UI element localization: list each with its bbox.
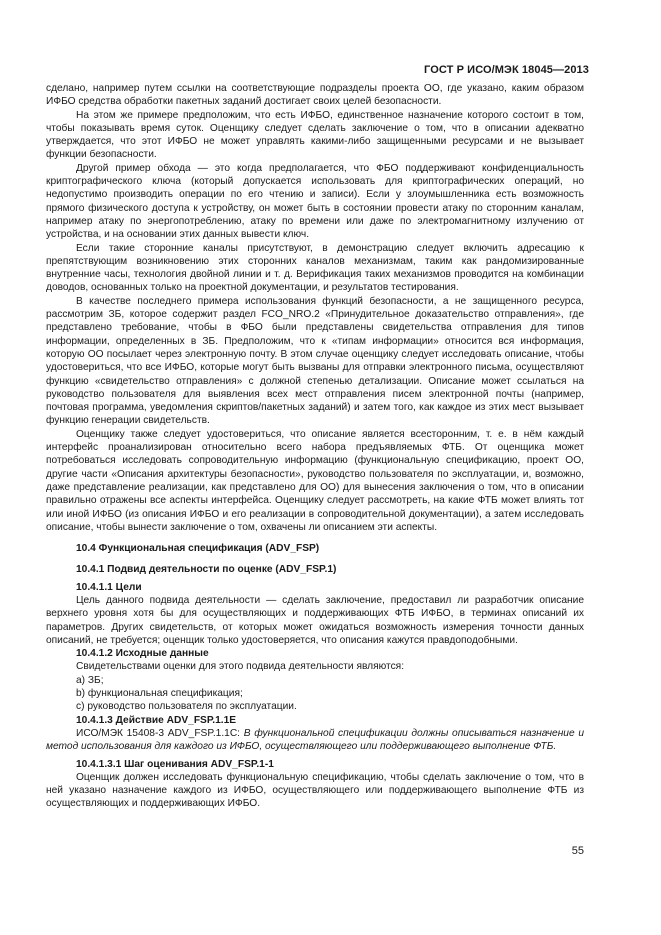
action-requirement-text: В функциональной спецификации должны описываться назначение и метод использования для каждого из ИФБО, осуществляющего или поддерживающего выполнение ФТБ. <box>46 727 585 753</box>
section-heading-10-4-1-2: 10.4.1.2 Исходные данные <box>76 648 209 660</box>
paragraph-comprehensive-description: Оценщику также следует удостовериться, что описание является всесторонним, т. е. в нём каждый интерфейс проанализирован относительно всего набора предъявляемых ФТБ. От оценщика может потребоваться исследовать сопроводительную информацию (функциональную спецификацию, проект ОО, другие части «Описания архитектуры безопасности», руководство пользователя по эксплуатации, и, возможно, даже представление реализации, как представлено для ОО) для вынесения заключения о том, что в описании правильно отражены все аспекты интерфейса. Оценщику следует рассмотреть, на какие ФТБ может влиять тот или иной ИФБО (из описания ИФБО и его реализации в сопроводительной документации), а затем исследовать описание, чтобы вынести заключение о том, охвачены ли описанием эти аспекты. <box>46 428 584 533</box>
paragraph-action-requirement <box>46 727 584 754</box>
page-number: 55 <box>571 845 584 857</box>
paragraph-time-of-day-example: На этом же примере предположим, что есть ИФБО, единственное назначение которого состоит в том, чтобы показывать время суток. Оценщику следует сделать заключение о том, что в описании адекватно утверждается, что этот ИФБО не может управлять какими-либо защищенными ресурсами и не вызывает функции безопасности. <box>46 109 584 161</box>
list-item-inputs-b: b) функциональная спецификация; <box>76 688 243 700</box>
paragraph-bypass-example: Другой пример обхода — это когда предполагается, что ФБО поддерживают конфиденциальность криптографического ключа (который допускается использовать для криптографических операций, но недопустимо производить операции по его чтению и записи). Если у злоумышленника есть возможность прямого физического доступа к устройству, он может быть в состоянии провести атаку по сторонним каналам, например атаку по энергопотреблению, атаку по времени или даже по электромагнитному излучению от устройства, и на основании этих данных вывести ключ. <box>46 162 584 241</box>
section-heading-10-4-1: 10.4.1 Подвид деятельности по оценке (ADV_FSP.1) <box>76 564 337 576</box>
section-heading-10-4-1-1: 10.4.1.1 Цели <box>76 581 142 593</box>
paragraph-goals: Цель данного подвида деятельности — сделать заключение, предоставил ли разработчик описание верхнего уровня хотя бы для осуществляющих и поддерживающих ФТБ ИФБО, в терминах описаний их параметров. Других свидетельств, от которых может ожидаться возможность измерения точности данных описаний, не требуется; оценщик только удостоверяется, что описания кажутся правдоподобными. <box>46 594 584 646</box>
page-header-title: ГОСТ Р ИСО/МЭК 18045—2013 <box>424 64 589 76</box>
paragraph-evaluation-step: Оценщик должен исследовать функциональную спецификацию, чтобы сделать заключение о том, что в ней указано назначение каждого из ИФБО, осуществляющего или поддерживающего выполнение ФТБ из осуществляющих и поддерживающих ИФБО. <box>46 771 584 810</box>
paragraph-inputs-intro: Свидетельствами оценки для этого подвида деятельности являются: <box>76 661 405 673</box>
section-heading-10-4-1-3: 10.4.1.3 Действие ADV_FSP.1.1E <box>76 714 237 726</box>
action-reference: ИСО/МЭК 15408-3 ADV_FSP.1.1C: <box>76 727 244 739</box>
list-item-inputs-c: c) руководство пользователя по эксплуатации. <box>76 701 297 713</box>
paragraph-side-channels: Если такие сторонние каналы присутствуют, в демонстрацию следует включить адресацию к препятствующим возникновению этих сторонних каналов механизмам, таким как рандомизированные внутренние часы, технология двойной линии и т. д. Верификация таких механизмов проводится на комбинации доводов, основанных только на проектной документации, и результатов тестирования. <box>46 242 584 294</box>
paragraph-continuation: сделано, например путем ссылки на соответствующие подразделы проекта ОО, где указано, каким образом ИФБО средства обработки пакетных заданий достигает своих целей безопасности. <box>46 83 584 108</box>
section-heading-10-4: 10.4 Функциональная спецификация (ADV_FSP) <box>76 543 320 555</box>
section-heading-10-4-1-3-1: 10.4.1.3.1 Шаг оценивания ADV_FSP.1-1 <box>76 758 274 770</box>
document-body <box>46 82 584 811</box>
paragraph-email-example: В качестве последнего примера использования функций безопасности, а не защищенного ресурса, рассмотрим ЗБ, которое содержит раздел FCO_NRO.2 «Принудительное доказательство отправления», где представлено требование, чтобы в ФБО были представлены свидетельства отправления для типов информации, определенных в ЗБ. Предположим, что к «типам информации» относится вся информация, которую ОО посылает через электронную почту. В этом случае оценщику следует исследовать описание, чтобы удостовериться, что все ИФБО, которые могут быть вызваны для отправки электронного письма, осуществляют функцию «свидетельство отправления» с должной степенью детализации. Описание может ссылаться на руководство пользователя для выявления всех мест отправления писем электронной почты (например, почтовая программа, уведомления скриптов/пакетных заданий) и затем того, как каждое из этих мест вызывает функцию генерации свидетельств. <box>46 295 584 427</box>
list-item-inputs-a: a) ЗБ; <box>76 674 104 686</box>
